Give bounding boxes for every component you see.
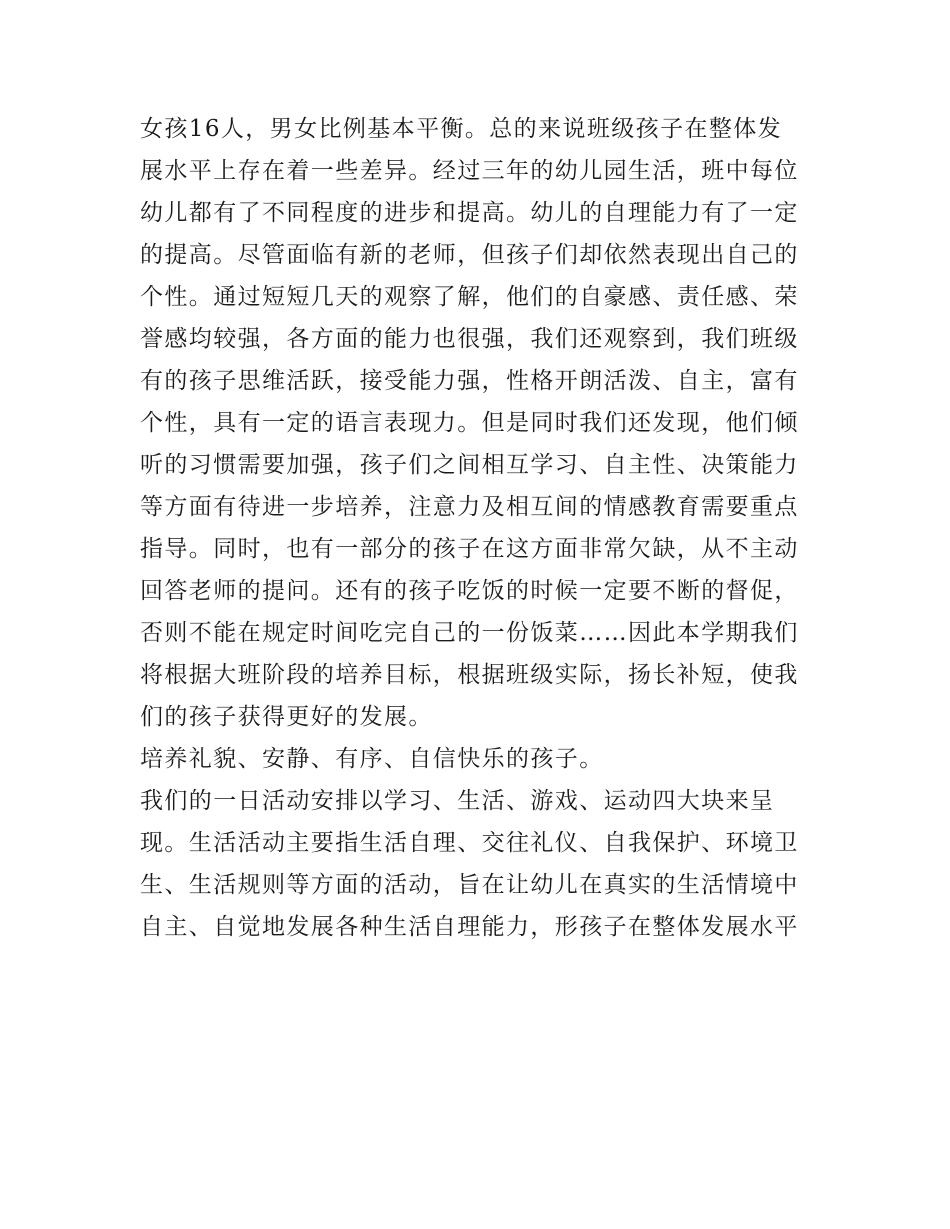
text-line: 个性。通过短短几天的观察了解，他们的自豪感、责任感、荣: [140, 284, 799, 310]
text-line: 的提高。尽管面临有新的老师，但孩子们却依然表现出自己的: [140, 242, 799, 268]
text-line: 我们的一日活动安排以学习、生活、游戏、运动四大块来呈: [140, 788, 775, 814]
text-line: 等方面有待进一步培养，注意力及相互间的情感教育需要重点: [140, 494, 799, 520]
text-line: 听的习惯需要加强，孩子们之间相互学习、自主性、决策能力: [140, 452, 799, 478]
text-line: 幼儿都有了不同程度的进步和提高。幼儿的自理能力有了一定: [140, 200, 799, 226]
text-line: 誉感均较强，各方面的能力也很强，我们还观察到，我们班级: [140, 326, 799, 352]
text-line: 自主、自觉地发展各种生活自理能力，形孩子在整体发展水平: [140, 914, 799, 940]
text-line: 现。生活活动主要指生活自理、交往礼仪、自我保护、环境卫: [140, 830, 799, 856]
text-line: 有的孩子思维活跃，接受能力强，性格开朗活泼、自主，富有: [140, 368, 799, 394]
body-text: [140, 108, 820, 948]
text-line: 展水平上存在着一些差异。经过三年的幼儿园生活，班中每位: [140, 158, 799, 184]
text-line: 指导。同时，也有一部分的孩子在这方面非常欠缺，从不主动: [140, 536, 799, 562]
text-line: 回答老师的提问。还有的孩子吃饭的时候一定要不断的督促，: [140, 578, 799, 604]
text-line: 培养礼貌、安静、有序、自信快乐的孩子。: [140, 746, 604, 772]
text-line: 个性，具有一定的语言表现力。但是同时我们还发现，他们倾: [140, 410, 799, 436]
text-line: 生、生活规则等方面的活动，旨在让幼儿在真实的生活情境中: [140, 872, 799, 898]
text-line: 们的孩子获得更好的发展。: [140, 704, 433, 730]
text-line: 将根据大班阶段的培养目标，根据班级实际，扬长补短，使我: [140, 662, 799, 688]
text-line: 否则不能在规定时间吃完自己的一份饭菜……因此本学期我们: [140, 620, 799, 646]
text-line: 女孩16人，男女比例基本平衡。总的来说班级孩子在整体发: [140, 116, 783, 142]
